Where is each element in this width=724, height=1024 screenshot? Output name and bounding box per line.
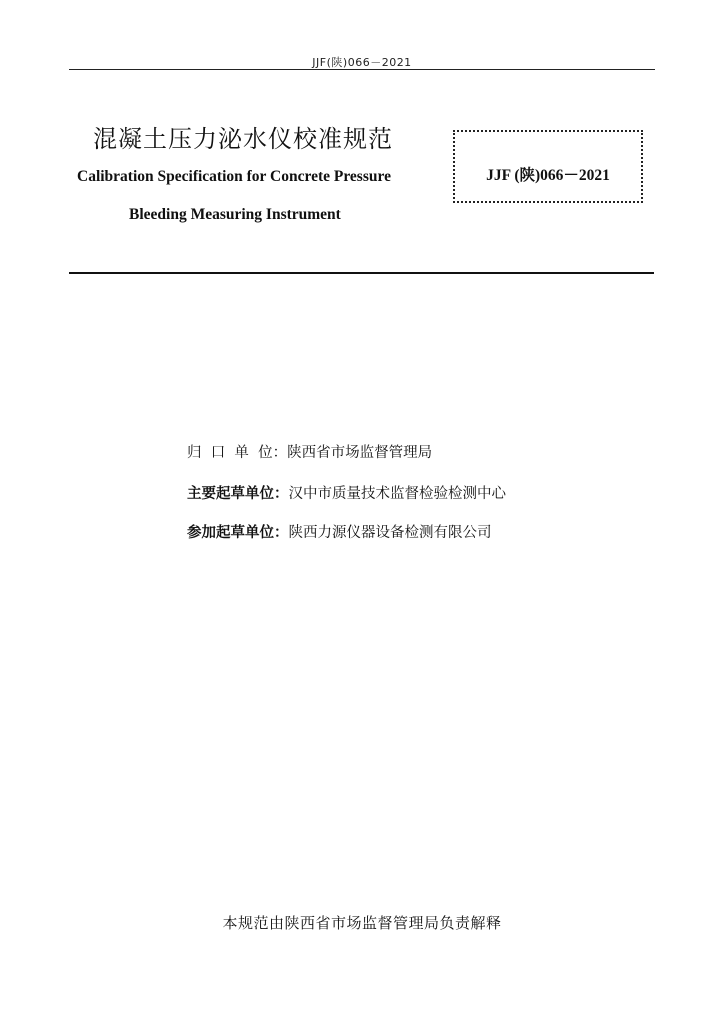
main-drafting-unit-label: 主要起草单位： xyxy=(187,486,289,502)
title-english-line1: Calibration Specification for Concrete Pressure xyxy=(77,168,391,185)
standard-code-box-text: JJF (陕)066－2021 xyxy=(486,167,610,184)
participating-unit-line xyxy=(187,521,492,542)
participating-unit-label: 参加起草单位： xyxy=(187,525,289,541)
main-drafting-unit-value: 汉中市质量技术监督检验检测中心 xyxy=(288,486,506,502)
interpretation-note: 本规范由陕西省市场监督管理局负责解释 xyxy=(222,914,502,932)
header-rule xyxy=(69,69,655,70)
header-standard-code: JJF(陕)066－2021 xyxy=(312,56,412,69)
main-drafting-unit-line xyxy=(187,482,506,503)
responsible-unit-value: 陕西省市场监督管理局 xyxy=(287,445,433,461)
responsible-unit-line xyxy=(187,441,432,462)
title-chinese: 混凝土压力泌水仪校准规范 xyxy=(93,125,393,153)
participating-unit-value: 陕西力源仪器设备检测有限公司 xyxy=(288,525,492,541)
responsible-unit-label: 归 口 单 位： xyxy=(187,445,288,461)
title-english-line2: Bleeding Measuring Instrument xyxy=(129,206,341,223)
title-divider-rule xyxy=(69,272,654,274)
